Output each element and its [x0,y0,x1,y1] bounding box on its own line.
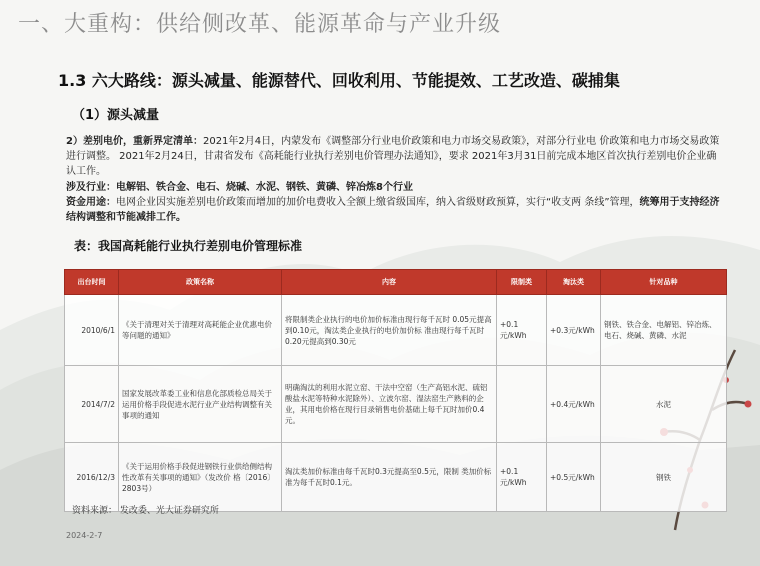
paragraph-lead: 2）差别电价，重新界定清单： [66,136,203,147]
cell-industries: 钢铁、铁合金、电解铝、锌冶炼、电石、烧碱、黄磷、水泥 [601,295,727,366]
cell-policy: 《关于运用价格手段促进钢铁行业供给侧结构性改革有关事项的通知》（发改价 格〔2016〕2803号） [119,443,282,512]
cell-date: 2016/12/3 [65,443,119,512]
paragraph-text: 2021年2月4日，内蒙发布《调整部分行业电价政策和电力市场交易政策》，对部分行业电 价政策和电力市场交易政策进行调整。 2021年2月24日，甘肃省发布《高耗能行业执行差别电价管理办法通知》，要求 2021年3月31日前完成本地区首次执行差别电价企业确认工作。 [66,136,720,177]
paragraph-industries [66,180,726,195]
table-row [65,366,727,443]
pricing-standards-table [64,269,727,512]
cell-policy: 《关于清理对关于清理对高耗能企业优惠电价等问题的通知》 [119,295,282,366]
paragraph-text: 电解铝、铁合金、电石、烧碱、水泥、钢铁、黄磷、锌冶炼8个行业 [116,182,413,193]
footer-date: 2024-2-7 [66,531,103,540]
table-row [65,295,727,366]
cell-content: 将限制类企业执行的电价加价标准由现行每千瓦时 0.05元提高到0.10元，淘汰类企业执行的电价加价标 准由现行每千瓦时0.20元提高到0.30元 [282,295,497,366]
paragraph-emphasis: 统筹用于支持经济结构调整和节能减排工作。 [66,197,720,223]
cell-eliminated: +0.4元/kWh [547,366,601,443]
column-header: 淘汰类 [547,270,601,295]
paragraph-lead: 涉及行业： [66,182,116,193]
table-header-row [65,270,727,295]
cell-content: 明确淘汰的利用水泥立窑、干法中空窑（生产高铝水泥、硫铝酸盐水泥等特种水泥除外）、立波尔窑、湿法窑生产熟料的企业，其用电价格在现行目录销售电价基础上每千瓦时加价0.4元。 [282,366,497,443]
cell-content: 淘汰类加价标准由每千瓦时0.3元提高至0.5元，限制 类加价标准为每千瓦时0.1元。 [282,443,497,512]
cell-eliminated: +0.5元/kWh [547,443,601,512]
column-header: 限制类 [497,270,547,295]
paragraph-lead: 资金用途： [66,197,116,208]
table-row [65,443,727,512]
cell-date: 2014/7/2 [65,366,119,443]
column-header: 出台时间 [65,270,119,295]
paragraph-fund-usage [66,195,726,225]
cell-restricted: +0.1元/kWh [497,443,547,512]
cell-date: 2010/6/1 [65,295,119,366]
paragraph-differential-pricing [66,134,726,179]
column-header: 内容 [282,270,497,295]
cell-industries: 水泥 [601,366,727,443]
table-title: 表：我国高耗能行业执行差别电价管理标准 [74,239,303,253]
cell-restricted [497,366,547,443]
section-title: 一、大重构：供给侧改革、能源革命与产业升级 [18,12,502,37]
page-subtitle: 1.3 六大路线：源头减量、能源替代、回收利用、节能提效、工艺改造、碳捕集 [58,71,620,90]
subsection-title: （1）源头减量 [72,108,160,123]
cell-policy: 国家发展改革委工业和信息化部质检总局关于运用价格手段促进水泥行业产业结构调整有关事项的通知 [119,366,282,443]
paragraph-text: 电网企业因实施差别电价政策而增加的加价电费收入全额上缴省级国库，纳入省级财政预算，实行“收支两 条线”管理， [116,197,640,208]
cell-eliminated: +0.3元/kWh [547,295,601,366]
column-header: 针对品种 [601,270,727,295]
data-source-note: 资料来源： 发改委、光大证券研究所 [72,506,219,516]
cell-industries: 钢铁 [601,443,727,512]
cell-restricted: +0.1元/kWh [497,295,547,366]
column-header: 政策名称 [119,270,282,295]
